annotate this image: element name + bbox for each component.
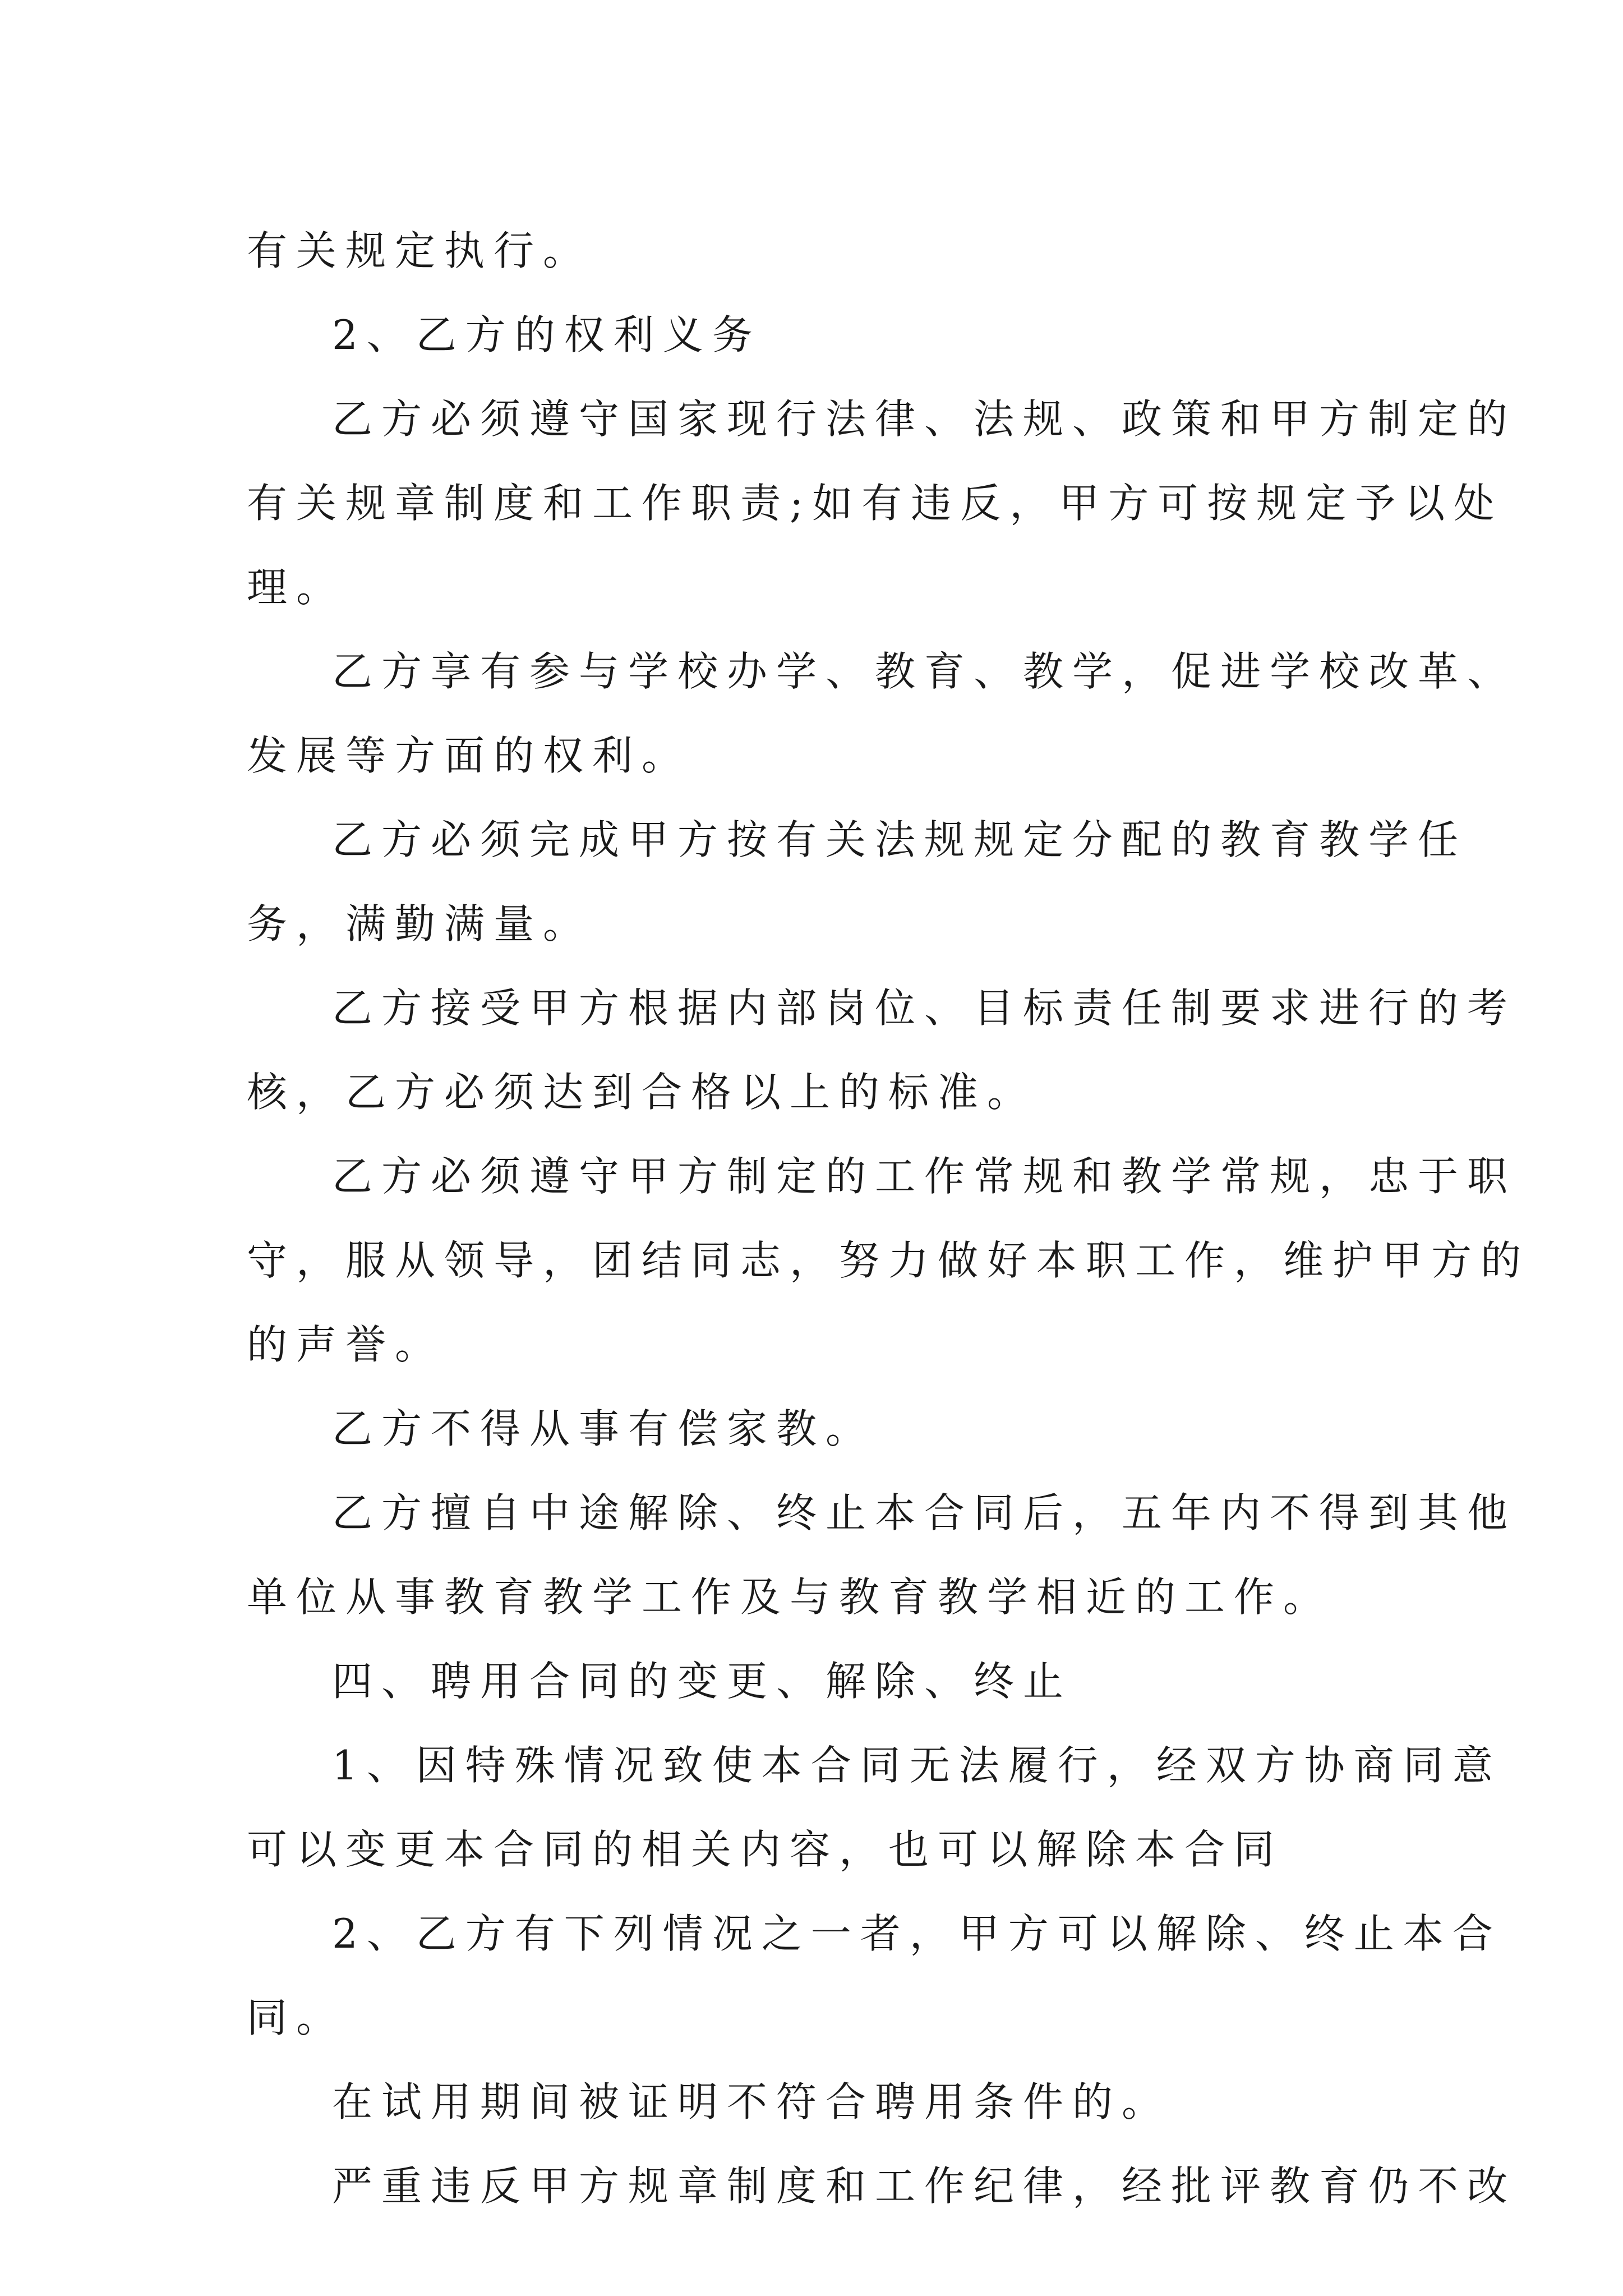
text-line: 严重违反甲方规章制度和工作纪律，经批评教育仍不改: [332, 2162, 1517, 2210]
text-line: 核，乙方必须达到合格以上的标准。: [247, 1069, 1037, 1116]
text-line: 单位从事教育教学工作及与教育教学相近的工作。: [247, 1573, 1333, 1621]
document-body: [247, 209, 1530, 2228]
text-line: 1、因特殊情况致使本合同无法履行，经双方协商同意: [332, 1742, 1502, 1789]
text-line: 乙方接受甲方根据内部岗位、目标责任制要求进行的考: [332, 984, 1517, 1032]
text-line: 的声誉。: [247, 1321, 445, 1368]
text-line: 可以变更本合同的相关内容，也可以解除本合同: [247, 1826, 1284, 1873]
text-line: 2、乙方有下列情况之一者，甲方可以解除、终止本合: [332, 1910, 1502, 1957]
text-line: 乙方不得从事有偿家教。: [332, 1405, 875, 1452]
text-line: 务，满勤满量。: [247, 900, 593, 947]
text-line: 守，服从领导，团结同志，努力做好本职工作，维护甲方的: [247, 1237, 1530, 1284]
text-line: 同。: [247, 1994, 346, 2041]
text-line: 2、乙方的权利义务: [332, 311, 762, 358]
text-line: 乙方必须遵守甲方制定的工作常规和教学常规，忠于职: [332, 1153, 1517, 1200]
text-line: 乙方擅自中途解除、终止本合同后，五年内不得到其他: [332, 1489, 1517, 1536]
text-line: 乙方必须完成甲方按有关法规规定分配的教育教学任: [332, 816, 1468, 863]
text-line: 理。: [247, 564, 346, 611]
text-line: 有关规定执行。: [247, 227, 593, 274]
text-line: 在试用期间被证明不符合聘用条件的。: [332, 2078, 1172, 2125]
text-line: 发展等方面的权利。: [247, 732, 691, 779]
text-line: 有关规章制度和工作职责;如有违反，甲方可按规定予以处: [247, 480, 1504, 527]
text-line: 乙方享有参与学校办学、教育、教学，促进学校改革、: [332, 648, 1517, 695]
text-line: 乙方必须遵守国家现行法律、法规、政策和甲方制定的: [332, 395, 1517, 443]
text-line: 四、聘用合同的变更、解除、终止: [332, 1658, 1073, 1705]
